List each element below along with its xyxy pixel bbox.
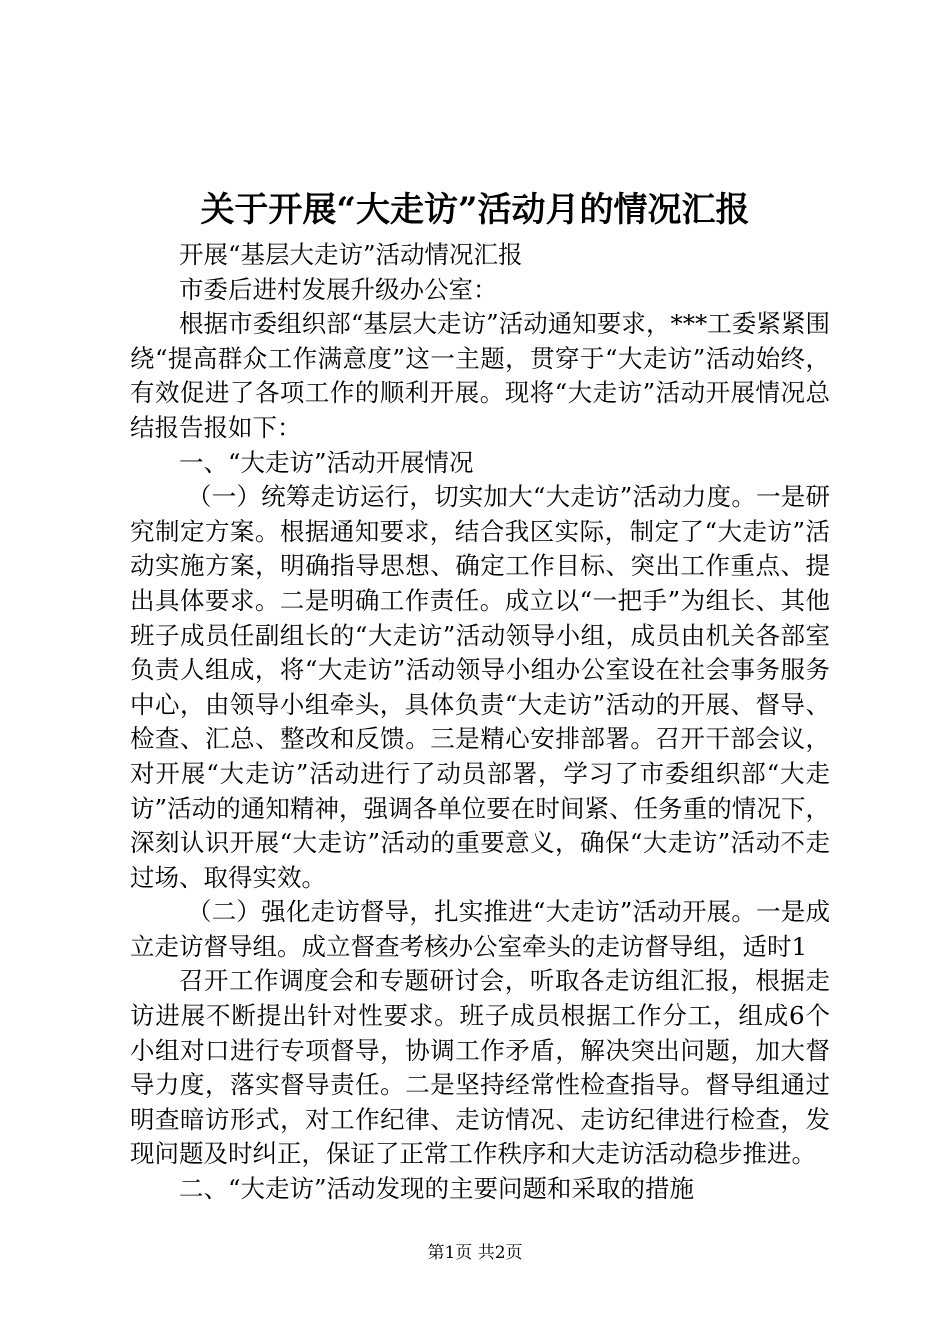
heading-section-1: 一、“大走访”活动开展情况 <box>179 447 474 477</box>
paragraph-intro: 根据市委组织部“基层大走访”活动通知要求，***工委紧紧围绕“提高群众工作满意度”这一主题，贯穿于“大走访”活动始终，有效促进了各项工作的顺利开展。现将“大走访”活动开展情况总结报告报如下： <box>130 309 830 442</box>
paragraph-section-1-2: （二）强化走访督导，扎实推进“大走访”活动开展。一是成立走访督导组。成立督查考核办公室牵头的走访督导组，适时1 <box>130 897 830 961</box>
paragraph-subtitle: 开展“基层大走访”活动情况汇报 <box>179 240 523 269</box>
document-title: 关于开展“大走访”活动月的情况汇报 <box>200 190 750 230</box>
paragraph-recipient: 市委后进村发展升级办公室： <box>179 274 498 304</box>
paragraph-section-1-2-continued: 召开工作调度会和专题研讨会，听取各走访组汇报，根据走访进展不断提出针对性要求。班子成员根据工作分工，组成6个小组对口进行专项督导，协调工作矛盾，解决突出问题，加大督导力度，落实督导责任。二是坚持经常性检查指导。督导组通过明查暗访形式，对工作纪律、走访情况、走访纪律进行检查，发现问题及时纠正，保证了正常工作秩序和大走访活动稳步推进。 <box>130 966 830 1169</box>
page-footer: 第1页 共2页 <box>427 1243 523 1263</box>
document-body <box>130 238 830 1207</box>
paragraph-section-1-1: （一）统筹走访运行，切实加大“大走访”活动力度。一是研究制定方案。根据通知要求，结合我区实际，制定了“大走访”活动实施方案，明确指导思想、确定工作目标、突出工作重点、提出具体要求。二是明确工作责任。成立以“一把手”为组长、其他班子成员任副组长的“大走访”活动领导小组，成员由机关各部室负责人组成，将“大走访”活动领导小组办公室设在社会事务服务中心，由领导小组牵头，具体负责“大走访”活动的开展、督导、检查、汇总、整改和反馈。三是精心安排部署。召开干部会议，对开展“大走访”活动进行了动员部署，学习了市委组织部“大走访”活动的通知精神，强调各单位要在时间紧、任务重的情况下，深刻认识开展“大走访”活动的重要意义，确保“大走访”活动不走过场、取得实效。 <box>130 482 830 892</box>
heading-section-2: 二、“大走访”活动发现的主要问题和采取的措施 <box>179 1174 695 1204</box>
